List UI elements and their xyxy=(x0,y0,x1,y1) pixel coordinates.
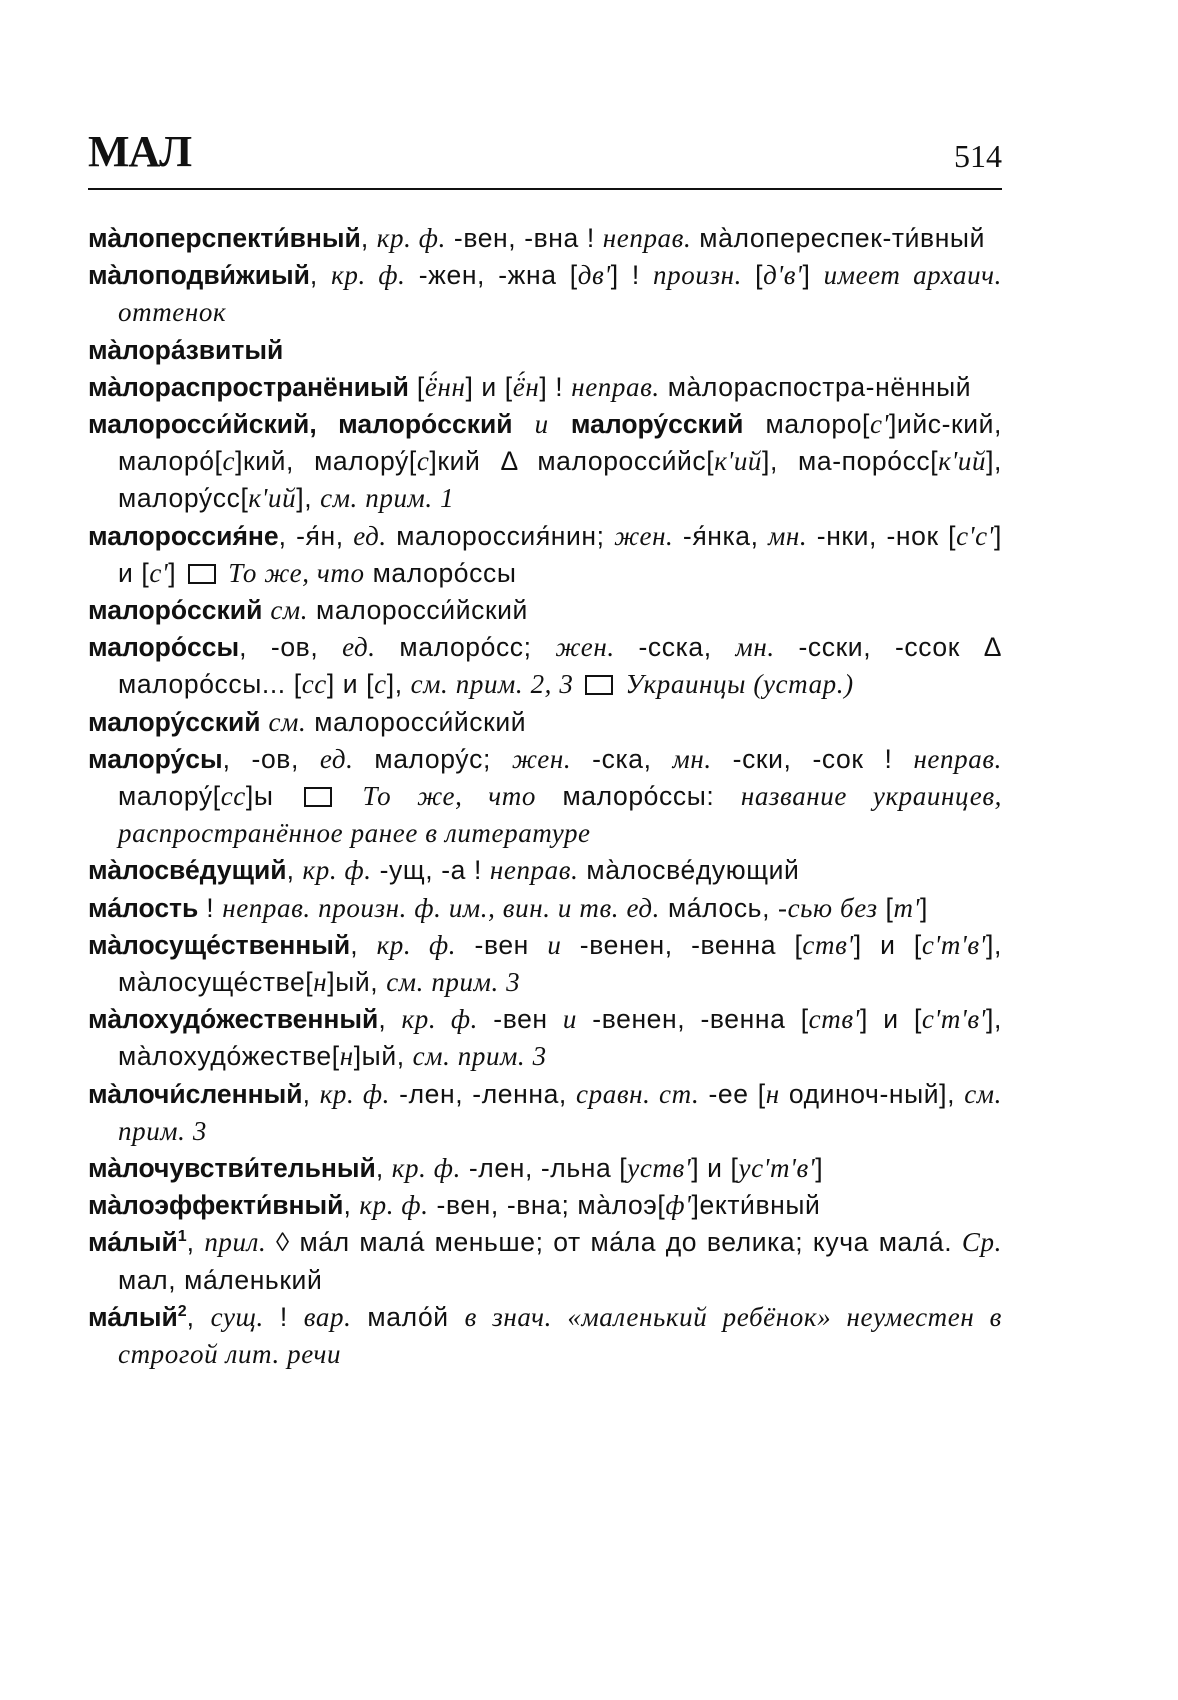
grammatical-note: с'т'в' xyxy=(921,929,987,960)
grammatical-note: жен. xyxy=(614,520,674,551)
grammatical-note: см. прим. 3 xyxy=(118,1078,1002,1146)
grammatical-note: То же, что xyxy=(228,557,365,588)
grammatical-note: неправ. xyxy=(913,743,1002,774)
grammatical-note: н xyxy=(339,1041,354,1072)
grammatical-note: прил. xyxy=(204,1227,267,1258)
grammatical-note: с xyxy=(374,669,387,700)
grammatical-note: кр. ф. xyxy=(331,260,406,291)
dictionary-entry: ма̀лоперспекти́вный, кр. ф. -вен, -вна ! неправ. ма̀лопереспек-ти́вный xyxy=(88,223,985,253)
definition-box-icon xyxy=(304,787,332,807)
dictionary-entry: малору́сы, -ов, ед. малору́с; жен. -ска, мн. -ски, -сок ! неправ. малору́[сс]ы То же, что малоро́ссы: название украинцев, распространённое ранее в литературе xyxy=(88,743,1002,849)
grammatical-note: к'ий xyxy=(248,483,297,514)
grammatical-note: ед. xyxy=(319,743,354,774)
grammatical-note: неправ. xyxy=(602,223,692,253)
grammatical-note: см. xyxy=(268,706,307,737)
entry-headword: ма̀лосве́дущий xyxy=(88,855,287,886)
grammatical-note: см. прим. 1 xyxy=(320,483,455,514)
dictionary-entry: малору́сский см. малоросси́йский xyxy=(88,706,527,737)
grammatical-note: То же, что xyxy=(362,781,536,812)
dictionary-entry: ма̀лосве́дущий, кр. ф. -ущ, -а ! неправ. ма̀лосве́дующий xyxy=(88,855,800,886)
entry-headword: ма̀лоэффекти́вный xyxy=(88,1190,344,1221)
dictionary-entry: малороссия́не, -я́н, ед. малороссия́нин; жен. -я́нка, мн. -нки, -нок [с'с'] и [с'] То же, что малоро́ссы xyxy=(88,520,1003,588)
grammatical-note: с' xyxy=(870,409,889,440)
guide-word: МАЛ xyxy=(88,127,192,176)
grammatical-note: к'ий xyxy=(938,446,987,477)
grammatical-note: вар. xyxy=(303,1301,352,1332)
grammatical-note: с'т'в' xyxy=(921,1004,987,1035)
grammatical-note: сущ. xyxy=(210,1301,264,1332)
entry-headword: малору́сы xyxy=(88,743,223,774)
entry-headword: ма̀лосуще́ственный xyxy=(88,929,351,960)
grammatical-note: с'с' xyxy=(956,520,995,551)
grammatical-note: в знач. «маленький ребёнок» неуместен в строгой лит. речи xyxy=(118,1301,1002,1370)
grammatical-note: кр. ф. xyxy=(376,929,457,960)
grammatical-note: неправ. xyxy=(571,371,660,402)
entry-headword: малоро́сский xyxy=(88,595,263,626)
grammatical-note: н xyxy=(765,1078,780,1109)
entry-headword: ма́лый xyxy=(88,1301,178,1332)
entry-headword: ма̀лораспространёниый xyxy=(88,371,409,402)
grammatical-note: неправ. xyxy=(489,855,579,886)
dictionary-entry: ма̀лосуще́ственный, кр. ф. -вен и -венен, -венна [ств'] и [с'т'в'], ма̀лосуще́стве[н]ый, см. прим. 3 xyxy=(88,929,1002,998)
grammatical-note: мн. xyxy=(672,743,712,774)
grammatical-note: ед. xyxy=(342,632,376,663)
grammatical-note: с xyxy=(416,446,430,477)
homonym-index: 2 xyxy=(177,1303,187,1321)
dictionary-entry: малоро́сский см. малоросси́йский xyxy=(88,595,528,626)
grammatical-note: д'в' xyxy=(763,260,803,291)
grammatical-note: и xyxy=(562,1004,578,1035)
grammatical-note: сс xyxy=(301,669,327,700)
dictionary-entry: ма̀лочувстви́тельный, кр. ф. -лен, -льна [уств'] и [ус'т'в'] xyxy=(88,1153,824,1184)
grammatical-note: кр. ф. xyxy=(359,1190,429,1221)
grammatical-note: неправ. произн. ф. им., вин. и тв. ед. xyxy=(222,892,660,923)
grammatical-note: см. прим. 3 xyxy=(412,1041,547,1072)
grammatical-note: т' xyxy=(893,892,921,923)
entry-headword: малоро́ссы xyxy=(88,632,240,663)
entry-headword: ма̀лоподви́жиый xyxy=(88,260,310,291)
entry-headword: малороссия́не xyxy=(88,520,279,551)
grammatical-note: Ср. xyxy=(961,1227,1002,1258)
grammatical-note: кр. ф. xyxy=(391,1153,461,1184)
grammatical-note: название украинцев, распространённое ранее в литературе xyxy=(118,781,1002,849)
grammatical-note: кр. ф. xyxy=(302,855,372,886)
grammatical-note: ё́н xyxy=(512,371,540,402)
dictionary-entry: ма́лость ! неправ. произн. ф. им., вин. и тв. ед. ма́лось, -сью без [т'] xyxy=(88,892,928,923)
entry-headword: малоросси́йский, малоро́сский xyxy=(88,409,513,440)
grammatical-note: Украинцы (устар.) xyxy=(625,669,854,700)
grammatical-note: см. прим. 3 xyxy=(386,967,521,998)
dictionary-entry: малоросси́йский, малоро́сский и малору́сский малоро[с']ийс-кий, малоро́[с]кий, малору́[с]кий Δ малоросси́йс[к'ий], ма-поро́сс[к'ий], малору́сс[к'ий], см. прим. 1 xyxy=(88,409,1002,514)
grammatical-note: жен. xyxy=(555,632,615,663)
grammatical-note: н xyxy=(313,967,328,998)
grammatical-note: ств' xyxy=(808,1004,861,1035)
grammatical-note: и xyxy=(534,409,549,440)
homonym-index: 1 xyxy=(177,1228,187,1246)
grammatical-note: к'ий xyxy=(714,446,763,477)
grammatical-note: мн. xyxy=(735,632,775,663)
dictionary-entry: ма̀лораспространёниый [ё́нн] и [ё́н] ! неправ. ма̀лораспостра-нённый xyxy=(88,371,972,402)
grammatical-note: кр. ф. xyxy=(319,1078,391,1109)
dictionary-entry xyxy=(88,332,1002,369)
grammatical-note: жен. xyxy=(511,743,572,774)
grammatical-note: имеет архаич. оттенок xyxy=(118,260,1002,328)
grammatical-note: и xyxy=(547,929,562,960)
dictionary-page xyxy=(88,118,1002,1373)
entry-headword: малору́сский xyxy=(88,706,261,737)
grammatical-note: уств' xyxy=(627,1153,692,1184)
grammatical-note: кр. ф. xyxy=(376,223,446,253)
dictionary-entry: ма̀лоподви́жиый, кр. ф. -жен, -жна [дв'] ! произн. [д'в'] имеет архаич. оттенок xyxy=(88,260,1002,328)
grammatical-note: ё́нн xyxy=(424,371,466,402)
definition-box-icon xyxy=(188,564,216,584)
dictionary-entry: ма̀лоэффекти́вный, кр. ф. -вен, -вна; ма̀лоэ[ф']екти́вный xyxy=(88,1190,821,1221)
entry-headword: ма̀лочувстви́тельный xyxy=(88,1153,376,1184)
grammatical-note: с xyxy=(222,446,236,477)
entry-headword: ма́лый xyxy=(88,1227,178,1258)
grammatical-note: см. прим. 2, 3 xyxy=(410,669,574,700)
grammatical-note: ус'т'в' xyxy=(738,1153,816,1184)
grammatical-note: мн. xyxy=(768,520,808,551)
entry-headword: ма̀лочи́сленный xyxy=(88,1078,303,1109)
entry-list xyxy=(88,220,1002,1373)
grammatical-note: кр. ф. xyxy=(401,1004,478,1035)
dictionary-entry: ма́лый$^2$, сущ. ! вар. мало́й в знач. «маленький ребёнок» неуместен в строгой лит. речи xyxy=(88,1301,1002,1370)
entry-headword: ма̀лора́звитый xyxy=(88,334,284,365)
grammatical-note: с' xyxy=(149,557,169,588)
grammatical-note: произн. xyxy=(653,260,742,291)
grammatical-note: сравн. ст. xyxy=(576,1078,700,1109)
grammatical-note: дв' xyxy=(577,260,611,291)
grammatical-note: см. xyxy=(270,595,309,626)
grammatical-note: ед. xyxy=(353,520,387,551)
dictionary-entry: ма̀лохудо́жественный, кр. ф. -вен и -венен, -венна [ств'] и [с'т'в'], ма̀лохудо́жестве[н]ый, см. прим. 3 xyxy=(88,1004,1002,1072)
grammatical-note: сс xyxy=(220,781,246,812)
grammatical-note: ф' xyxy=(665,1190,692,1221)
entry-headword: ма̀лоперспекти́вный xyxy=(88,223,361,253)
entry-headword: ма̀лохудо́жественный xyxy=(88,1004,379,1035)
page-number: 514 xyxy=(954,138,1002,174)
dictionary-entry: ма̀лочи́сленный, кр. ф. -лен, -ленна, сравн. ст. -ее [н одиноч-ный], см. прим. 3 xyxy=(88,1078,1002,1146)
entry-variant-headword: малору́сский xyxy=(570,409,744,440)
grammatical-note: ств' xyxy=(802,929,854,960)
dictionary-entry: малоро́ссы, -ов, ед. малоро́сс; жен. -сска, мн. -сски, -ссок Δ малоро́ссы... [сс] и [с], см. прим. 2, 3 Украинцы (устар.) xyxy=(88,632,1002,700)
dictionary-entry: ма́лый$^1$, прил. ◊ ма́л мала́ меньше; от ма́ла до велика; куча мала́. Ср. мал, ма́ленький xyxy=(88,1227,1002,1295)
grammatical-note: -сью без xyxy=(778,892,878,923)
running-head xyxy=(88,118,1002,174)
header-rule xyxy=(88,188,1002,190)
entry-headword: ма́лость xyxy=(88,892,199,923)
definition-box-icon xyxy=(585,675,613,695)
